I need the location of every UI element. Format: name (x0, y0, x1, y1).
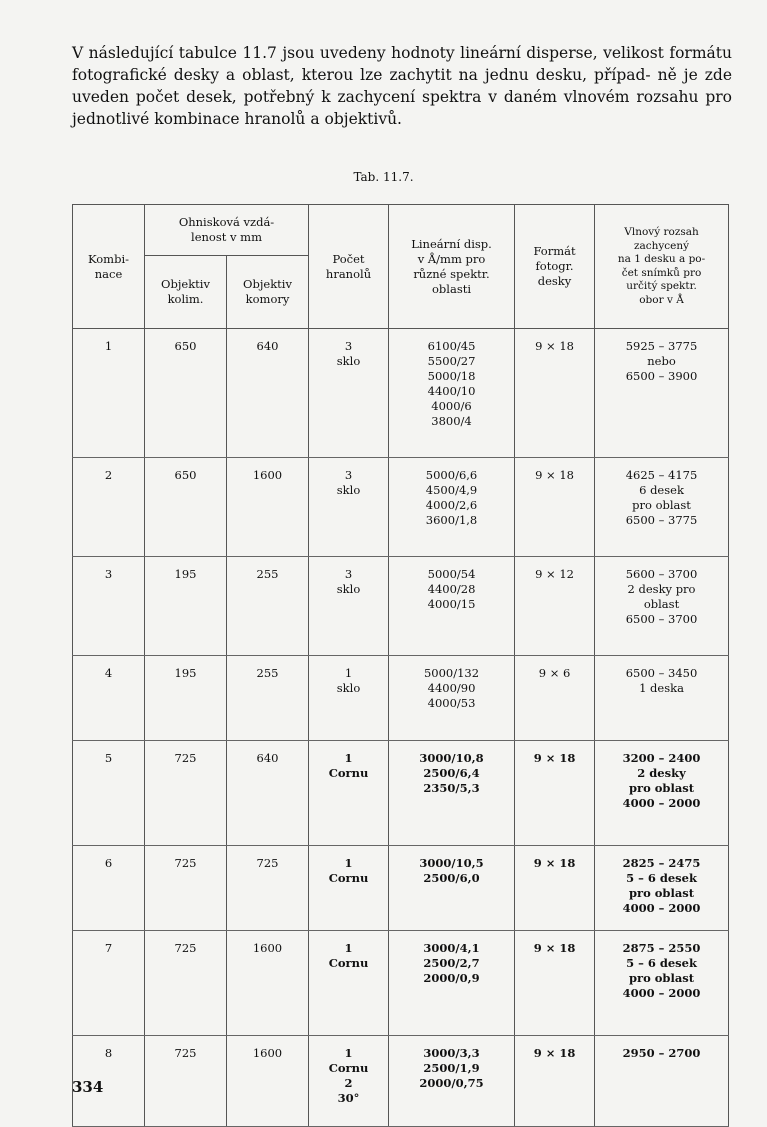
intro-line: formátu fotografické desky a oblast, kterou lze zachytit na jednu desku, případ- (72, 44, 732, 84)
intro-line: rozsahu pro jednotlivé kombinace hranolů a objektivů. (72, 88, 732, 128)
cell-pocet-hranolu: 3 sklo (309, 329, 389, 458)
cell-format: 9 × 18 (515, 741, 595, 846)
cell-objektiv-kolim: 195 (145, 656, 227, 741)
cell-pocet-hranolu: 3 sklo (309, 557, 389, 656)
cell-kombinace: 8 (73, 1036, 145, 1127)
cell-vlnovy-rozsah: 6500 – 3450 1 deska (595, 656, 729, 741)
cell-format: 9 × 18 (515, 458, 595, 557)
header-objektiv-kolim: Objektiv kolim. (145, 256, 227, 329)
cell-objektiv-komory: 640 (227, 741, 309, 846)
intro-line: ně je zde uveden počet desek, potřebný k zachycení spektra v daném vlnovém (72, 66, 733, 106)
table-row (73, 557, 729, 656)
table-caption: Tab. 11.7. (353, 170, 414, 184)
cell-kombinace: 1 (73, 329, 145, 458)
cell-pocet-hranolu: 3 sklo (309, 458, 389, 557)
cell-kombinace: 2 (73, 458, 145, 557)
page-number: 334 (72, 1078, 104, 1096)
table-row (73, 931, 729, 1036)
cell-linearni-disperse: 3000/10,8 2500/6,4 2350/5,3 (389, 741, 515, 846)
header-pocet: Počet hranolů (309, 205, 389, 329)
cell-objektiv-kolim: 725 (145, 1036, 227, 1127)
cell-format: 9 × 18 (515, 329, 595, 458)
header-kombinace: Kombi- nace (73, 205, 145, 329)
table-row (73, 846, 729, 931)
cell-objektiv-kolim: 725 (145, 931, 227, 1036)
cell-objektiv-komory: 640 (227, 329, 309, 458)
cell-pocet-hranolu: 1 Cornu (309, 741, 389, 846)
cell-kombinace: 4 (73, 656, 145, 741)
cell-linearni-disperse: 6100/45 5500/27 5000/18 4400/10 4000/6 3800/4 (389, 329, 515, 458)
cell-vlnovy-rozsah: 2825 – 2475 5 – 6 desek pro oblast 4000 – 2000 (595, 846, 729, 931)
cell-objektiv-komory: 1600 (227, 1036, 309, 1127)
cell-pocet-hranolu: 1 sklo (309, 656, 389, 741)
cell-linearni-disperse: 5000/54 4400/28 4000/15 (389, 557, 515, 656)
cell-linearni-disperse: 3000/10,5 2500/6,0 (389, 846, 515, 931)
cell-format: 9 × 6 (515, 656, 595, 741)
cell-vlnovy-rozsah: 5600 – 3700 2 desky pro oblast 6500 – 3700 (595, 557, 729, 656)
cell-objektiv-kolim: 195 (145, 557, 227, 656)
data-table (72, 204, 729, 1127)
header-ohniskova: Ohnisková vzdá- lenost v mm (145, 205, 309, 256)
cell-pocet-hranolu: 1 Cornu (309, 846, 389, 931)
header-linearni: Lineární disp. v Å/mm pro různé spektr. oblasti (389, 205, 515, 329)
cell-format: 9 × 18 (515, 931, 595, 1036)
cell-objektiv-kolim: 650 (145, 458, 227, 557)
cell-objektiv-komory: 1600 (227, 931, 309, 1036)
cell-kombinace: 7 (73, 931, 145, 1036)
cell-pocet-hranolu: 1 Cornu (309, 931, 389, 1036)
table-row (73, 458, 729, 557)
cell-linearni-disperse: 3000/4,1 2500/2,7 2000/0,9 (389, 931, 515, 1036)
cell-vlnovy-rozsah: 4625 – 4175 6 desek pro oblast 6500 – 3775 (595, 458, 729, 557)
cell-vlnovy-rozsah: 5925 – 3775 nebo 6500 – 3900 (595, 329, 729, 458)
cell-vlnovy-rozsah: 2875 – 2550 5 – 6 desek pro oblast 4000 – 2000 (595, 931, 729, 1036)
cell-format: 9 × 18 (515, 1036, 595, 1127)
cell-vlnovy-rozsah: 2950 – 2700 (595, 1036, 729, 1127)
intro-line: V následující tabulce 11.7 jsou uvedeny hodnoty lineární disperse, velikost (72, 44, 664, 62)
cell-linearni-disperse: 3000/3,3 2500/1,9 2000/0,75 (389, 1036, 515, 1127)
cell-objektiv-komory: 255 (227, 557, 309, 656)
cell-objektiv-kolim: 725 (145, 846, 227, 931)
intro-paragraph (72, 42, 732, 130)
cell-objektiv-komory: 725 (227, 846, 309, 931)
header-row (73, 205, 729, 256)
cell-kombinace: 5 (73, 741, 145, 846)
header-objektiv-komory: Objektiv komory (227, 256, 309, 329)
cell-vlnovy-rozsah: 3200 – 2400 2 desky pro oblast 4000 – 2000 (595, 741, 729, 846)
cell-linearni-disperse: 5000/132 4400/90 4000/53 (389, 656, 515, 741)
cell-kombinace: 3 (73, 557, 145, 656)
cell-linearni-disperse: 5000/6,6 4500/4,9 4000/2,6 3600/1,8 (389, 458, 515, 557)
cell-objektiv-komory: 255 (227, 656, 309, 741)
header-vlnovy: Vlnový rozsah zachycený na 1 desku a po- čet snímků pro určitý spektr. obor v Å (595, 205, 729, 329)
table-row (73, 656, 729, 741)
table-row (73, 1036, 729, 1127)
header-format: Formát fotogr. desky (515, 205, 595, 329)
table-row (73, 329, 729, 458)
cell-objektiv-kolim: 725 (145, 741, 227, 846)
cell-format: 9 × 18 (515, 846, 595, 931)
cell-objektiv-komory: 1600 (227, 458, 309, 557)
cell-kombinace: 6 (73, 846, 145, 931)
cell-objektiv-kolim: 650 (145, 329, 227, 458)
cell-format: 9 × 12 (515, 557, 595, 656)
table-body (73, 329, 729, 1127)
table-row (73, 741, 729, 846)
cell-pocet-hranolu: 1 Cornu 2 30° (309, 1036, 389, 1127)
